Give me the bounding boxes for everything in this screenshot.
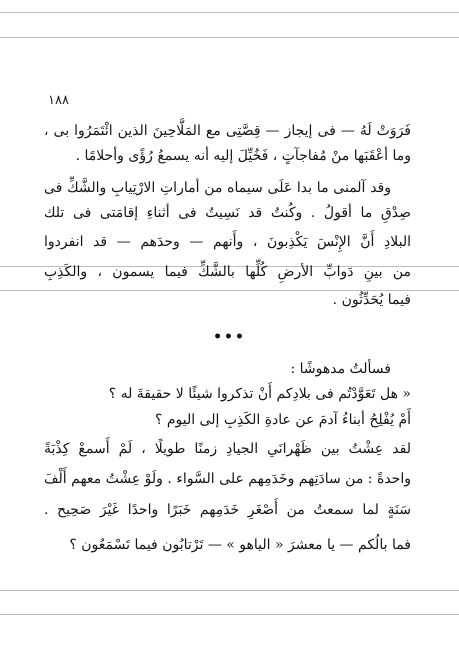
divider-line	[0, 12, 459, 13]
divider-line	[0, 37, 459, 38]
divider-line	[0, 590, 459, 591]
text-line: فسألتُ مدهوشًا :	[290, 361, 391, 377]
text-line: فَرَوَتْ لَهُ — فى إيجاز — قِصَّتِى مع المَلَّاحِينَ الذين ائْتَمَرُوا بى ،	[44, 123, 411, 139]
text-line: صِدْقِ ما أقولُ . وكُنتُ قد نَسِيتُ فى أثناءِ إقامَتى فى تلك	[44, 205, 411, 221]
text-line: سَنَةٍ لما سمعتُ من أَصْغَرِ خَدَمِهم خَبَرًا واحدًا غَيْرَ صَحِيح .	[44, 502, 411, 518]
text-line: البلادِ أَنَّ الإِنْسَ يَكْذِبونَ ، وأَنهم — وحدَهم — قد انفردوا	[44, 234, 411, 250]
text-line: أَمْ يُفْلِحُ أبناءُ آدمَ عن عادةِ الكَذِبِ إلى اليوم ؟	[154, 412, 411, 428]
text-line: وقد آلمنى ما بدا عَلَى سيماه من أماراتِ الارْتِيابِ والشَّكِّ فى	[44, 180, 391, 196]
text-line: فيما يُحَدِّثُون .	[332, 292, 411, 308]
page-number: ١٨٨	[48, 93, 69, 108]
text-line: واحدةً : من سادَتِهم وخَدَمِهم على السَّواء . ولَوْ عِشْتُ معهم أَلْفَ	[44, 471, 411, 487]
divider-line	[0, 614, 459, 615]
text-line: « هل تَعَوَّدْتُم فى بلادِكم أَنْ تذكروا شيئًا لا حقيقةَ له ؟	[108, 386, 411, 402]
text-line: لقد عِشْتُ بين ظَهْرانَىِ الجيادِ زمنًا طويلًا ، لَمْ أَسمعْ كِذْبَةً	[44, 441, 411, 457]
text-line: من بينِ دَوابِّ الأرضِ كُلِّها بالشَّكِّ فيما يسمون ، والكَذِبِ	[44, 264, 411, 280]
section-separator: •••	[213, 329, 246, 345]
text-line: وما أعْقَبَها منْ مُفاجآتٍ ، فَخُيِّلَ إليه أنه يسمعُ رُؤًى وأحلامًا .	[75, 148, 411, 164]
text-line: فما بالُكم — يا معشرَ « الياهو » — تَرْتابُون فيما تَسْمَعُون ؟	[69, 537, 411, 553]
